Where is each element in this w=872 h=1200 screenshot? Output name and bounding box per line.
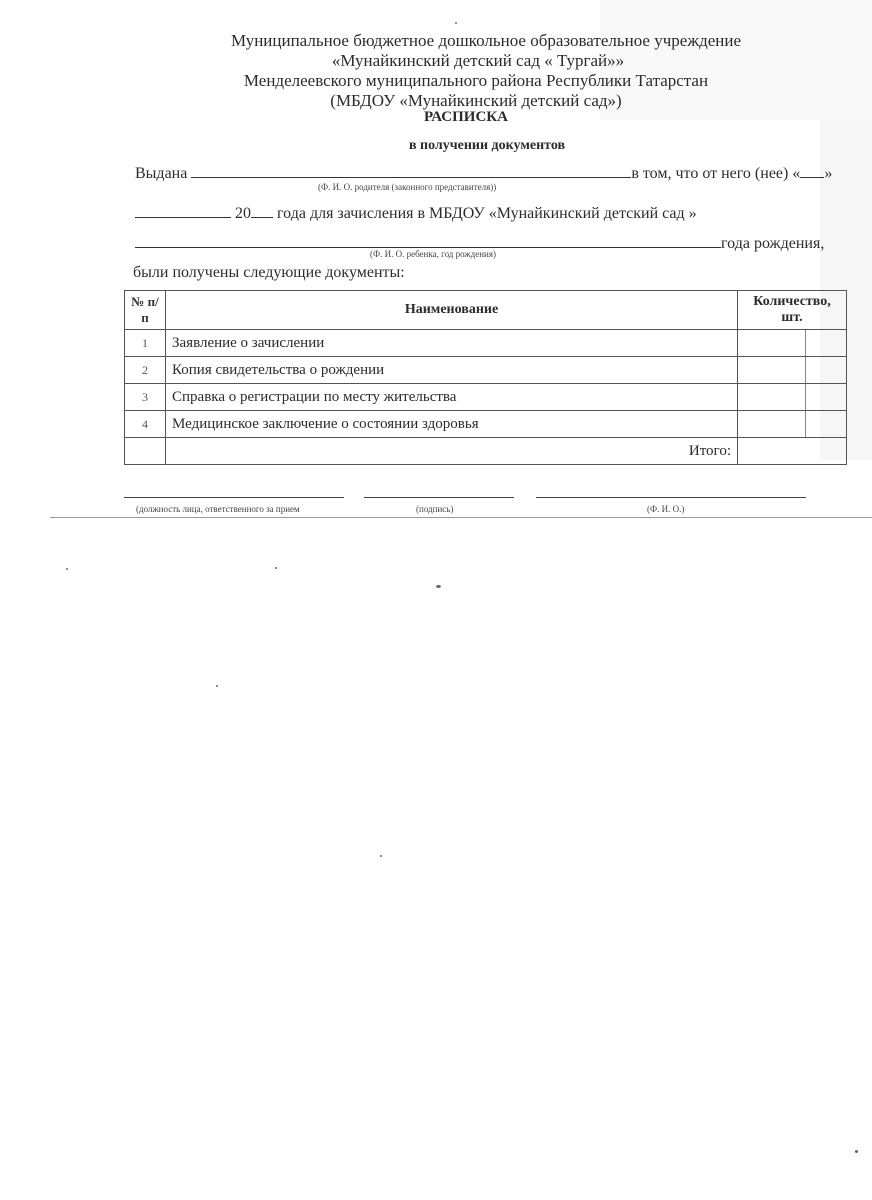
- table-row: [125, 411, 847, 438]
- scan-speck: [216, 685, 218, 687]
- table-row: [125, 357, 847, 384]
- scan-speck: [380, 855, 382, 857]
- row-quantity-cell[interactable]: [738, 384, 847, 411]
- scan-speck: [275, 567, 277, 569]
- org-name-line-1: Муниципальное бюджетное дошкольное образовательное учреждение: [231, 31, 741, 50]
- header-number: № п/п: [125, 291, 166, 330]
- row-number: 3: [125, 384, 166, 411]
- row-number: 4: [125, 411, 166, 438]
- row-quantity-cell[interactable]: [738, 330, 847, 357]
- year-prefix: 20: [235, 205, 251, 222]
- day-field[interactable]: [800, 163, 824, 178]
- full-name-caption: (Ф. И. О.): [647, 504, 685, 514]
- org-district-line: Менделеевского муниципального района Республики Татарстан: [243, 71, 709, 90]
- scan-speck: [855, 1150, 858, 1153]
- table-row: [125, 330, 847, 357]
- row-number: 1: [125, 330, 166, 357]
- documents-table: [124, 290, 847, 465]
- child-line-suffix: года рождения,: [721, 235, 825, 252]
- header-quantity: Количество, шт.: [738, 291, 847, 330]
- year-field[interactable]: [251, 203, 273, 218]
- row-quantity-cell[interactable]: [738, 357, 847, 384]
- issued-label: Выдана: [135, 165, 188, 182]
- received-text: были получены следующие документы:: [133, 264, 405, 281]
- org-name-line-2: «Мунайкинский детский сад « Тургай»»: [331, 51, 625, 70]
- signature-field[interactable]: [364, 497, 514, 498]
- header-name: Наименование: [166, 291, 738, 330]
- signature-caption: (подпись): [416, 504, 454, 514]
- table-total-row: [125, 438, 847, 465]
- scan-speck: [455, 22, 457, 24]
- document-title: РАСПИСКА: [423, 109, 509, 125]
- scan-speck: [66, 568, 68, 570]
- row-document-name: Заявление о зачислении: [166, 330, 738, 357]
- date-line: [135, 203, 697, 223]
- table-header-row: [125, 291, 847, 330]
- table-row: [125, 384, 847, 411]
- issued-suffix: в том, что от него (нее) «: [631, 165, 801, 182]
- org-abbreviation-line: (МБДОУ «Мунайкинский детский сад»): [330, 91, 622, 110]
- row-number: 2: [125, 357, 166, 384]
- position-caption: (должность лица, ответственного за прием: [136, 504, 300, 514]
- child-name-caption: (Ф. И. О. ребенка, год рождения): [370, 249, 496, 259]
- full-name-field[interactable]: [536, 497, 806, 498]
- row-quantity-cell[interactable]: [738, 411, 847, 438]
- document-subtitle: в получении документов: [408, 138, 566, 153]
- scan-speck: [436, 585, 441, 588]
- child-name-field[interactable]: [135, 233, 721, 248]
- parent-name-caption: (Ф. И. О. родителя (законного представителя)): [318, 182, 497, 192]
- issued-line: [135, 163, 832, 183]
- position-field[interactable]: [124, 497, 344, 498]
- total-label: Итого:: [166, 438, 738, 465]
- quote-close: »: [824, 165, 833, 182]
- enrollment-text: года для зачисления в МБДОУ «Мунайкинский детский сад »: [277, 205, 697, 222]
- row-document-name: Медицинское заключение о состоянии здоровья: [166, 411, 738, 438]
- total-quantity-cell[interactable]: [738, 438, 847, 465]
- row-document-name: Справка о регистрации по месту жительства: [166, 384, 738, 411]
- row-document-name: Копия свидетельства о рождении: [166, 357, 738, 384]
- parent-name-field[interactable]: [191, 163, 631, 178]
- month-field[interactable]: [135, 203, 231, 218]
- cut-line: [50, 517, 872, 518]
